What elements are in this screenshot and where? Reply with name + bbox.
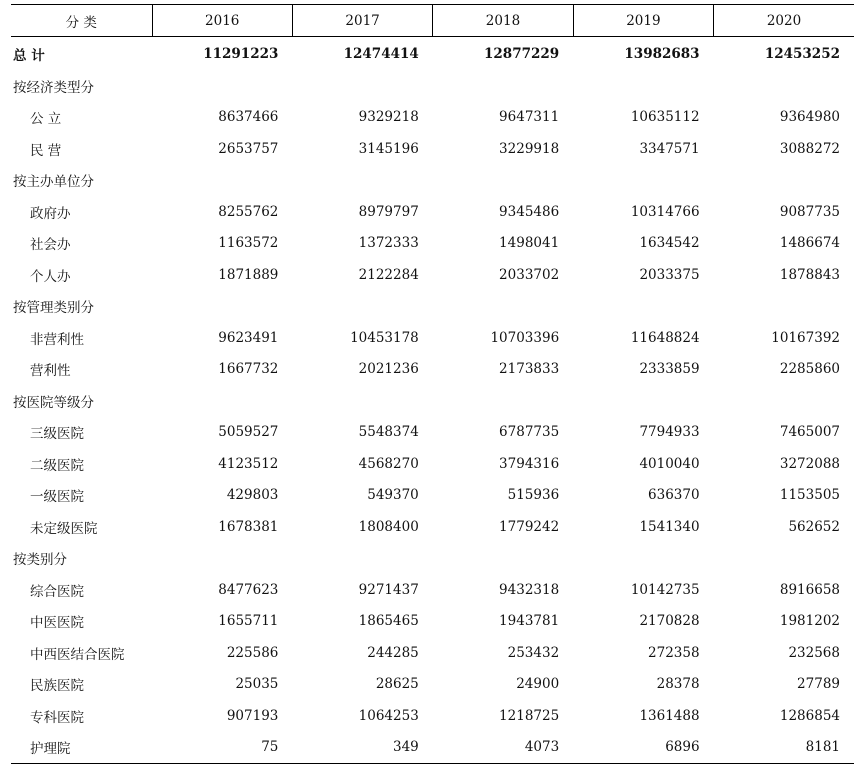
table-row [11,354,854,386]
row-label: 个人办 [30,268,71,285]
header-year: 2017 [292,5,432,37]
table-row [11,480,854,512]
section-row [11,165,854,197]
row-label: 三级医院 [30,426,84,443]
section-label: 按主办单位分 [13,174,94,191]
value-cell: 3229918 [499,140,560,157]
row-label: 公 立 [30,111,62,128]
value-cell: 10453178 [350,329,419,346]
section-label: 按管理类别分 [13,300,94,317]
value-cell: 2173833 [499,361,560,378]
value-cell: 28378 [656,676,700,693]
value-cell: 1163572 [218,235,279,252]
value-cell: 12453252 [764,45,840,62]
value-cell: 9087735 [779,203,840,220]
row-label: 民族医院 [30,678,84,695]
value-cell: 7465007 [779,424,840,441]
value-cell: 6787735 [499,424,560,441]
value-cell: 4010040 [639,455,700,472]
value-cell [152,291,292,323]
value-cell: 3145196 [358,140,419,157]
value-cell: 2021236 [358,361,419,378]
value-cell: 6896 [573,732,713,764]
value-cell: 515936 [507,487,560,504]
value-cell: 8477623 [218,581,279,598]
value-cell: 1981202 [779,613,840,630]
row-label: 非营利性 [30,331,84,348]
table-row [11,511,854,543]
table-row [11,102,854,134]
header-category: 分 类 [11,5,152,37]
value-cell [292,543,432,575]
value-cell: 3794316 [499,455,560,472]
section-row [11,385,854,417]
section-row [11,543,854,575]
table-row [11,322,854,354]
table-row [11,732,854,764]
table-row [11,637,854,669]
value-cell: 349 [292,732,432,764]
value-cell: 1286854 [779,707,840,724]
table-row [11,574,854,606]
value-cell: 11291223 [203,45,279,62]
value-cell: 4073 [433,732,573,764]
value-cell: 1943781 [499,613,560,630]
row-label: 综合医院 [30,583,84,600]
value-cell [714,385,854,417]
value-cell [292,385,432,417]
value-cell: 27789 [797,676,840,693]
value-cell: 9623491 [218,329,279,346]
section-label: 按经济类型分 [13,79,94,96]
value-cell [573,385,713,417]
row-label: 社会办 [30,237,71,254]
table-row [11,259,854,291]
value-cell: 907193 [226,707,279,724]
value-cell [714,70,854,102]
value-cell [152,70,292,102]
value-cell [433,385,573,417]
header-year: 2019 [573,5,713,37]
value-cell: 1541340 [639,518,700,535]
value-cell: 8916658 [779,581,840,598]
value-cell: 4123512 [218,455,279,472]
value-cell: 2033375 [639,266,700,283]
value-cell: 7794933 [639,424,700,441]
value-cell: 3347571 [639,140,700,157]
value-cell: 1372333 [358,235,419,252]
value-cell [714,291,854,323]
section-row [11,291,854,323]
table-row [11,228,854,260]
value-cell: 636370 [648,487,700,504]
table-row [11,669,854,701]
table-row [11,700,854,732]
value-cell: 253432 [507,644,560,661]
value-cell: 1218725 [499,707,560,724]
value-cell: 1871889 [218,266,279,283]
value-cell [433,543,573,575]
value-cell [573,543,713,575]
value-cell [714,543,854,575]
header-year: 2016 [152,5,292,37]
value-cell [152,385,292,417]
row-label: 中西医结合医院 [30,646,125,663]
table-row [11,606,854,638]
value-cell: 12474414 [343,45,419,62]
value-cell: 1865465 [358,613,419,630]
header-year: 2018 [433,5,573,37]
row-label: 中医医院 [30,615,84,632]
row-label: 营利性 [30,363,71,380]
value-cell: 1486674 [779,235,840,252]
value-cell: 8181 [714,732,854,764]
table-body [11,37,854,764]
table-row [11,133,854,165]
value-cell: 225586 [226,644,279,661]
value-cell: 1064253 [358,707,419,724]
value-cell: 562652 [788,518,840,535]
value-cell: 244285 [367,644,419,661]
value-cell: 9329218 [358,109,419,126]
table-row [11,417,854,449]
value-cell: 232568 [788,644,840,661]
value-cell: 3088272 [779,140,840,157]
section-row [11,70,854,102]
section-label: 按类别分 [13,552,67,569]
value-cell: 2122284 [358,266,419,283]
value-cell: 5548374 [358,424,419,441]
value-cell: 10635112 [630,109,700,126]
value-cell: 1808400 [358,518,419,535]
value-cell [433,165,573,197]
value-cell [433,70,573,102]
value-cell: 2653757 [218,140,279,157]
value-cell: 1153505 [779,487,840,504]
value-cell: 25035 [235,676,279,693]
value-cell: 1878843 [779,266,840,283]
value-cell: 10703396 [490,329,560,346]
value-cell: 10314766 [630,203,700,220]
value-cell: 1498041 [499,235,560,252]
value-cell: 2285860 [779,361,840,378]
section-label: 按医院等级分 [13,394,94,411]
value-cell [433,291,573,323]
value-cell: 1655711 [218,613,279,630]
row-label: 护理院 [11,732,152,764]
row-label: 民 营 [30,142,62,159]
value-cell: 1361488 [639,707,700,724]
value-cell: 75 [152,732,292,764]
value-cell: 272358 [648,644,700,661]
value-cell: 2033702 [499,266,560,283]
row-label: 一级医院 [30,489,84,506]
row-label: 未定级医院 [30,520,98,537]
value-cell [573,70,713,102]
value-cell: 8979797 [358,203,419,220]
value-cell: 9432318 [499,581,560,598]
value-cell [152,543,292,575]
value-cell: 13982683 [624,45,700,62]
table-row [11,448,854,480]
value-cell: 11648824 [630,329,700,346]
value-cell: 4568270 [358,455,419,472]
value-cell: 549370 [367,487,419,504]
value-cell: 1667732 [218,361,279,378]
value-cell: 429803 [226,487,279,504]
value-cell: 2333859 [639,361,700,378]
value-cell [714,165,854,197]
value-cell: 2170828 [639,613,700,630]
value-cell [292,165,432,197]
row-label: 政府办 [30,205,71,222]
value-cell [152,165,292,197]
table-header-row [11,5,854,37]
value-cell: 10142735 [630,581,700,598]
value-cell: 9647311 [499,109,560,126]
value-cell: 5059527 [218,424,279,441]
value-cell [573,291,713,323]
row-label: 二级医院 [30,457,84,474]
value-cell: 9345486 [499,203,560,220]
value-cell [292,70,432,102]
table-row [11,196,854,228]
statistics-table [11,4,854,764]
value-cell: 10167392 [771,329,840,346]
value-cell: 9364980 [779,109,840,126]
row-label: 总 计 [13,47,45,64]
value-cell [573,165,713,197]
value-cell: 8637466 [218,109,279,126]
value-cell: 28625 [375,676,419,693]
value-cell: 1634542 [639,235,700,252]
value-cell: 1678381 [218,518,279,535]
row-label: 专科医院 [30,709,84,726]
total-row [11,37,854,71]
value-cell: 3272088 [779,455,840,472]
value-cell: 1779242 [499,518,560,535]
value-cell: 24900 [516,676,560,693]
value-cell: 9271437 [358,581,419,598]
value-cell [292,291,432,323]
value-cell: 8255762 [218,203,279,220]
value-cell: 12877229 [484,45,560,62]
header-year: 2020 [714,5,854,37]
